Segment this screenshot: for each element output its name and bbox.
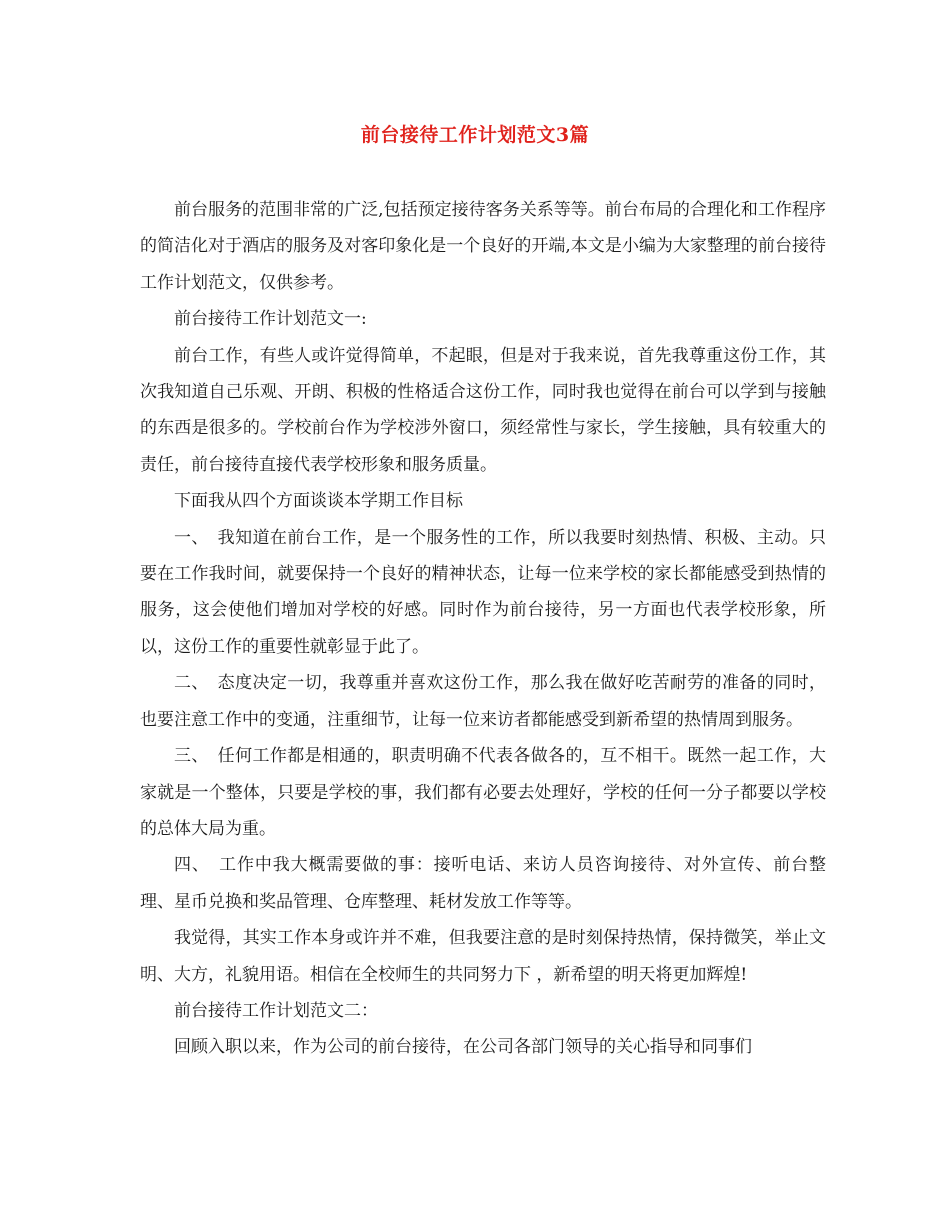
list-item-four: 四、 工作中我大概需要做的事：接听电话、来访人员咨询接待、对外宣传、前台整理、星币兑换和奖品管理、仓库整理、耗材发放工作等等。	[140, 855, 826, 912]
list-item-one: 一、 我知道在前台工作，是一个服务性的工作，所以我要时刻热情、积极、主动。只要在工作我时间，就要保持一个良好的精神状态，让每一位来学校的家长都能感受到热情的服务，这会使他们增加对学校的好感。同时作为前台接待，另一方面也代表学校形象，所以，这份工作的重要性就彰显于此了。	[140, 527, 826, 657]
paragraph: 回顾入职以来，作为公司的前台接待，在公司各部门领导的关心指导和同事们	[174, 1037, 752, 1058]
document-title: 前台接待工作计划范文3篇	[360, 124, 590, 146]
document-body	[140, 192, 826, 1066]
list-item-three: 三、 任何工作都是相通的，职责明确不代表各做各的，互不相干。既然一起工作，大家就是一个整体，只要是学校的事，我们都有必要去处理好，学校的任何一分子都要以学校的总体大局为重。	[140, 746, 826, 839]
paragraph-intro: 前台服务的范围非常的广泛,包括预定接待客务关系等等。前台布局的合理化和工作程序的简洁化对于酒店的服务及对客印象化是一个良好的开端,本文是小编为大家整理的前台接待工作计划范文，仅供参考。	[140, 200, 826, 293]
list-item-two: 二、 态度决定一切，我尊重并喜欢这份工作，那么我在做好吃苦耐劳的准备的同时，也要注意工作中的变通，注重细节，让每一位来访者都能感受到新希望的热情周到服务。	[140, 673, 826, 730]
paragraph: 下面我从四个方面谈谈本学期工作目标	[174, 491, 463, 512]
paragraph: 我觉得，其实工作本身或许并不难，但我要注意的是时刻保持热情，保持微笑，举止文明、大方，礼貌用语。相信在全校师生的共同努力下 ，新希望的明天将更加辉煌!	[140, 928, 826, 985]
section-heading-one: 前台接待工作计划范文一:	[174, 309, 367, 330]
paragraph: 前台工作，有些人或许觉得简单，不起眼，但是对于我来说，首先我尊重这份工作，其次我知道自己乐观、开朗、积极的性格适合这份工作，同时我也觉得在前台可以学到与接触的东西是很多的。学校前台作为学校涉外窗口，须经常性与家长，学生接触，具有较重大的责任，前台接待直接代表学校形象和服务质量。	[140, 345, 826, 475]
section-heading-two: 前台接待工作计划范文二：	[174, 1000, 378, 1021]
